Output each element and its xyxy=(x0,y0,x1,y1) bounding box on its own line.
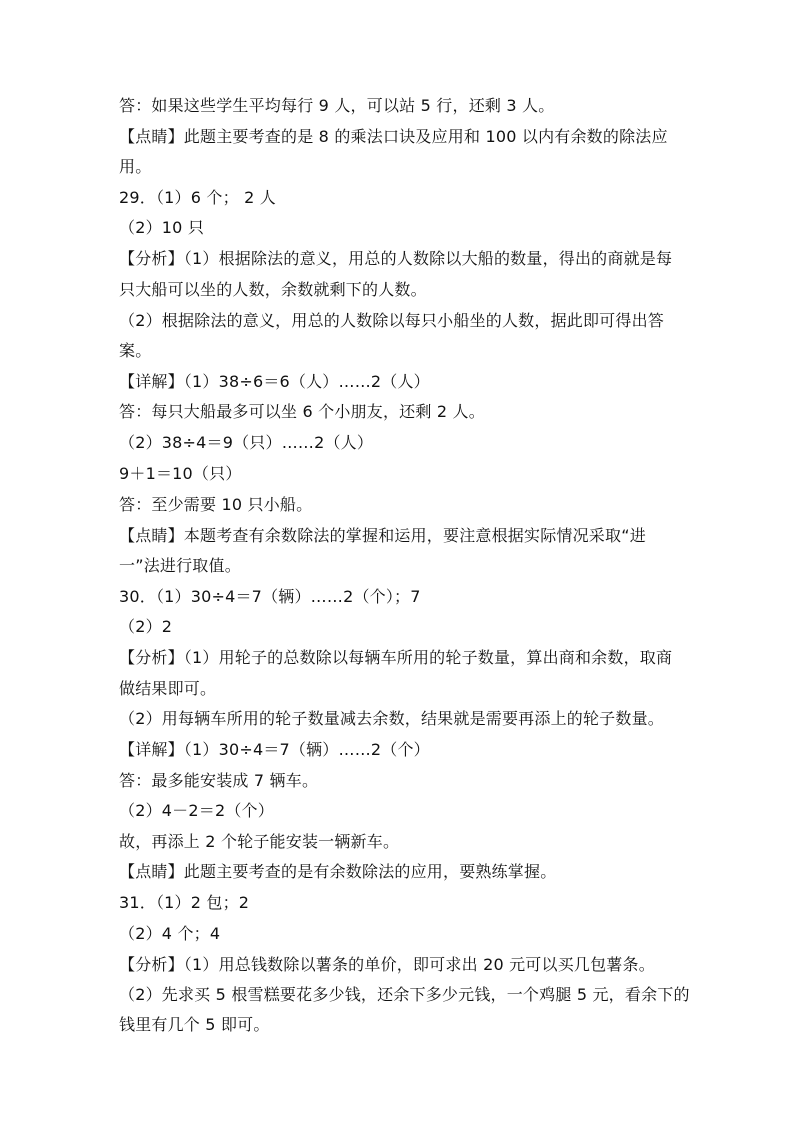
text-line: 答：至少需要 10 只小船。 xyxy=(119,495,313,514)
text-line: 9＋1＝10（只） xyxy=(119,464,242,483)
text-line: （2）先求买 5 根雪糕要花多少钱，还余下多少元钱，一个鸡腿 5 元，看余下的 xyxy=(119,985,690,1004)
text-line: 答：每只大船最多可以坐 6 个小朋友，还剩 2 人。 xyxy=(119,402,485,421)
text-line: 【点睛】本题考查有余数除法的掌握和运用，要注意根据实际情况采取“进 xyxy=(119,526,646,545)
text-line: 31．（1）2 包；2 xyxy=(119,893,250,912)
text-line: 一”法进行取值。 xyxy=(119,556,241,575)
text-line: 【详解】（1）30÷4＝7（辆）……2（个） xyxy=(119,740,430,759)
text-line: 用。 xyxy=(119,157,152,176)
text-line: 【详解】（1）38÷6＝6（人）……2（人） xyxy=(119,372,430,391)
text-line: （2）4－2＝2（个） xyxy=(119,801,274,820)
text-line: （2）4 个；4 xyxy=(119,924,221,943)
text-line: （2）根据除法的意义，用总的人数除以每只小船坐的人数，据此即可得出答 xyxy=(119,311,664,330)
text-line: 做结果即可。 xyxy=(119,679,217,698)
text-line: 29．（1）6 个； 2 人 xyxy=(119,188,276,207)
text-line: 30．（1）30÷4＝7（辆）……2（个）；7 xyxy=(119,587,421,606)
text-line: 【点睛】此题主要考查的是有余数除法的应用，要熟练掌握。 xyxy=(119,862,557,881)
text-line: 答：最多能安装成 7 辆车。 xyxy=(119,771,319,790)
text-line: 【点睛】此题主要考查的是 8 的乘法口诀及应用和 100 以内有余数的除法应 xyxy=(119,127,668,146)
text-line: 钱里有几个 5 即可。 xyxy=(119,1015,270,1034)
text-line: 故，再添上 2 个轮子能安装一辆新车。 xyxy=(119,832,400,851)
text-line: 【分析】（1）用总钱数除以薯条的单价，即可求出 20 元可以买几包薯条。 xyxy=(119,955,655,974)
text-line: （2）10 只 xyxy=(119,218,205,237)
text-line: 只大船可以坐的人数，余数就剩下的人数。 xyxy=(119,280,427,299)
text-line: 【分析】（1）根据除法的意义，用总的人数除以大船的数量，得出的商就是每 xyxy=(119,249,673,268)
text-line: （2）用每辆车所用的轮子数量减去余数，结果就是需要再添上的轮子数量。 xyxy=(119,709,664,728)
text-line: 案。 xyxy=(119,341,152,360)
text-line: （2）38÷4＝9（只）……2（人） xyxy=(119,433,374,452)
text-line: （2）2 xyxy=(119,617,173,636)
text-line: 【分析】（1）用轮子的总数除以每辆车所用的轮子数量，算出商和余数，取商 xyxy=(119,648,673,667)
text-line: 答：如果这些学生平均每行 9 人，可以站 5 行，还剩 3 人。 xyxy=(119,96,555,115)
